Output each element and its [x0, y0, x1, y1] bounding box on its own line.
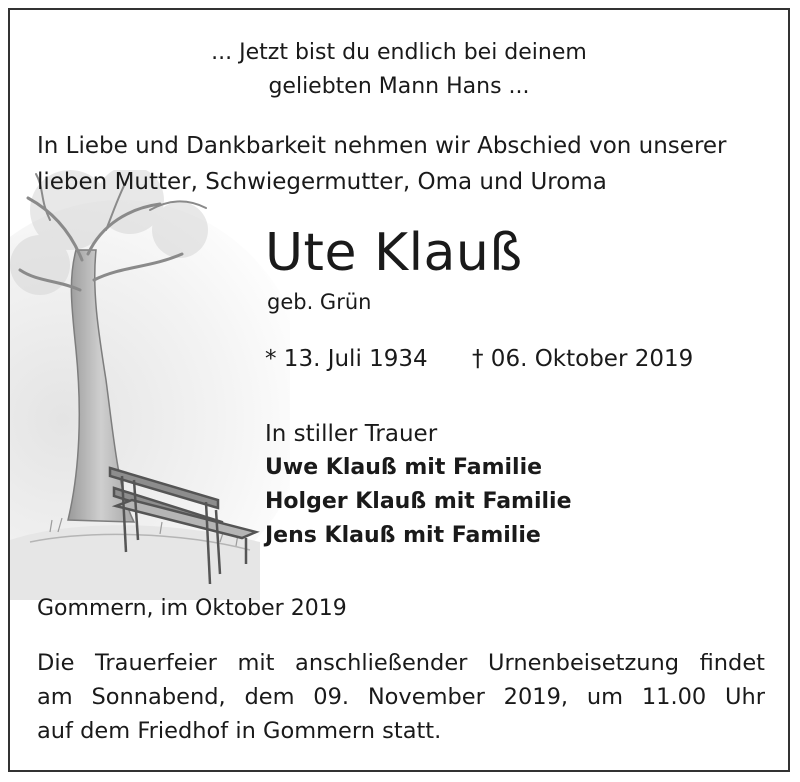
- intro-text: [37, 128, 727, 200]
- motto-line: ... Jetzt bist du endlich bei deinem: [211, 40, 587, 65]
- place-date: Gommern, im Oktober 2019: [37, 596, 347, 621]
- mourning-heading: In stiller Trauer: [265, 421, 438, 447]
- motto: [10, 36, 788, 104]
- service-line: am Sonnabend, dem 09. November 2019, um 11.00 Uhr: [37, 684, 765, 710]
- obituary-notice: [8, 8, 790, 772]
- service-line: Die Trauerfeier mit anschließender Urnenbeisetzung findet: [37, 650, 765, 676]
- service-line: auf dem Friedhof in Gommern statt.: [37, 718, 442, 744]
- mourner-family: Jens Klauß mit Familie: [265, 523, 541, 548]
- birth-date: * 13. Juli 1934: [265, 346, 428, 372]
- mourner-family: Uwe Klauß mit Familie: [265, 455, 543, 480]
- maiden-name: geb. Grün: [267, 290, 372, 314]
- mourner-family: Holger Klauß mit Familie: [265, 489, 572, 514]
- death-date: † 06. Oktober 2019: [472, 346, 694, 372]
- intro-line: In Liebe und Dankbarkeit nehmen wir Abschied von unserer: [37, 133, 727, 159]
- motto-line: geliebten Mann Hans ...: [268, 74, 530, 99]
- service-info: [37, 646, 765, 748]
- intro-line: lieben Mutter, Schwiegermutter, Oma und Uroma: [37, 169, 607, 195]
- deceased-name: Ute Klauß: [265, 223, 523, 283]
- tree-and-bench-drawing: [10, 170, 290, 600]
